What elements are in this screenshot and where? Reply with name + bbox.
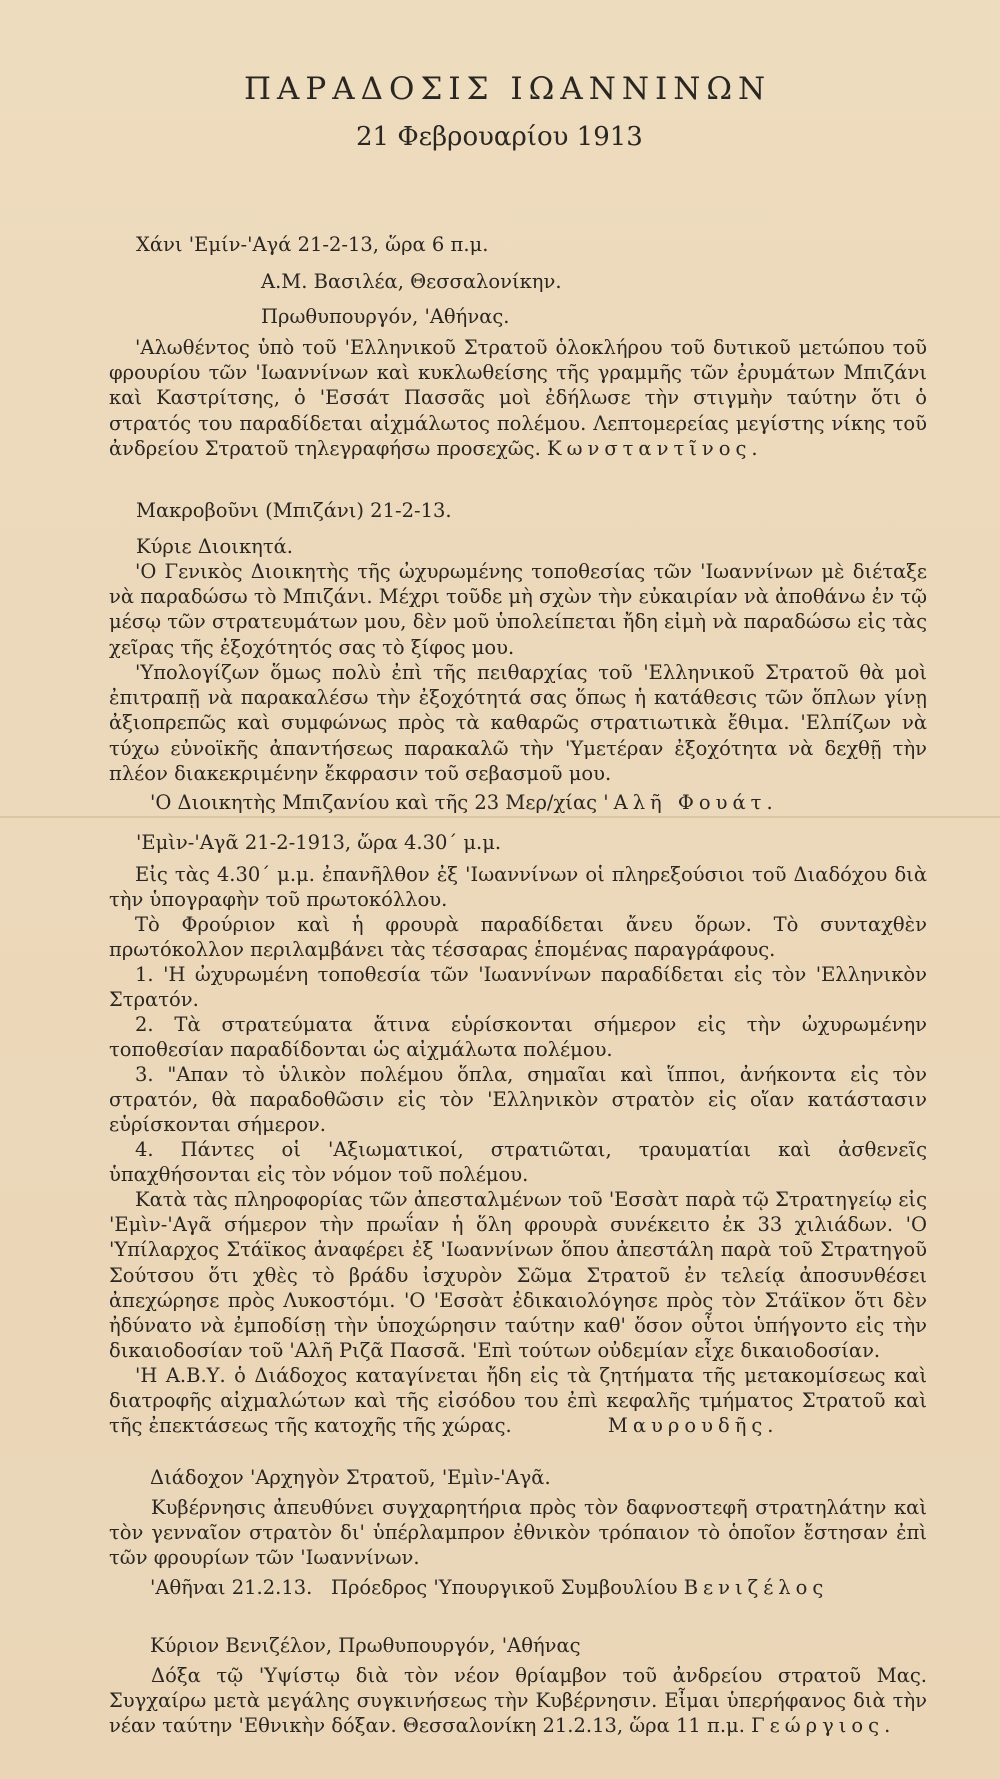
report-3-para-3: Κατὰ τὰς πληροφορίας τῶν ἀπεσταλμένων τοῦ 'Εσσὰτ παρὰ τῷ Στρατηγείῳ εἰς 'Εμὶν-'Αγᾶ σήμερον τὴν πρωΐαν ἡ ὅλη φρουρὰ συνέκειτο ἐκ 33 χιλιάδων. 'Ο 'Υπίλαρχος Στάϊκος ἀναφέρει ἐξ 'Ιωαννίνων ὅπου ἀπεστάλη παρὰ τοῦ Στρατηγοῦ Σούτσου ὅτι χθὲς τὸ βράδυ ἰσχυρὸν Σῶμα Στρατοῦ ἐν τελείᾳ ἀποσυνθέσει ἀπεχώρησε πρὸς Λυκοστόμι. 'Ο 'Εσσὰτ ἐδικαιολόγησε πρὸς τὸν Στάϊκον ὅτι δὲν ἠδύνατο νὰ ἐμποδίσῃ τὴν ὑποχώρησιν ταύτην καθ' ὅσον οὗτοι ὑπήγοντο εἰς τὴν δικαιοδοσίαν τοῦ 'Αλῆ Ριζᾶ Πασσᾶ. 'Επὶ τούτων οὐδεμίαν εἶχε δικαιοδοσίαν. xyxy=(109,1188,927,1363)
telegram-4-signature: Βενιζέλος xyxy=(683,1576,829,1599)
letter-2-signature-line: 'Ο Διοικητὴς Μπιζανίου καὶ τῆς 23 Μερ/χίας 'Αλῆ Φουάτ. xyxy=(150,791,778,814)
report-3-item-3: 3. "Απαν τὸ ὑλικὸν πολέμου ὅπλα, σημαῖαι καὶ ἵπποι, ἀνήκοντα εἰς τὸν στρατόν, θὰ παραδοθῶσιν εἰς τὸν 'Ελληνικὸν στρατὸν εἰς οἵαν κατάστασιν εὑρίσκονται σήμερον. xyxy=(109,1063,927,1137)
telegram-1-body: 'Αλωθέντος ὑπὸ τοῦ 'Ελληνικοῦ Στρατοῦ ὁλοκλήρου τοῦ δυτικοῦ μετώπου τοῦ φρουρίου τῶν 'Ιωαννίνων καὶ κυκλωθείσης τῆς γραμμῆς τῶν ἐρυμάτων Μπιζάνι καὶ Καστρίτσης, ὁ 'Εσσάτ Πασσᾶς μοὶ ἐδήλωσε τὴν στιγμὴν ταύτην ὅτι ὁ στρατός του παραδίδεται αἰχμάλωτος πολέμου. Λεπτομερείας μεγίστης νίκης τοῦ ἀνδρείου Στρατοῦ τηλεγραφήσω προσεχῶς. Κωνσταντῖνος. xyxy=(109,336,927,460)
telegram-5-body: Δόξα τῷ 'Υψίστῳ διὰ τὸν νέον θρίαμβον τοῦ ἀνδρείου στρατοῦ Μας. Συγχαίρω μετὰ μεγάλης συγκινήσεως τὴν Κυβέρνησιν. Εἶμαι ὑπερήφανος διὰ τὴν νέαν ταύτην 'Εθνικὴν δόξαν. Θεσσαλονίκη 21.2.13, ὥρα 11 π.μ. Γεώργιος. xyxy=(109,1664,927,1738)
letter-2-place: Μακροβοῦνι (Μπιζάνι) 21-2-13. xyxy=(136,499,452,522)
letter-2-salutation: Κύριε Διοικητά. xyxy=(136,535,293,558)
telegram-5-signature: Γεώργιος. xyxy=(751,1714,896,1738)
telegram-5-recipient: Κύριον Βενιζέλον, Πρωθυπουργόν, 'Αθήνας xyxy=(150,1634,581,1657)
report-3-para-2: Τὸ Φρούριον καὶ ἡ φρουρὰ παραδίδεται ἄνευ ὅρων. Τὸ συνταχθὲν πρωτόκολλον περιλαμβάνει τὰς τέσσαρας ἑπομένας παραγράφους. xyxy=(109,913,927,962)
document-date: 21 Φεβρουαρίου 1913 xyxy=(356,122,643,152)
telegram-4-recipient: Διάδοχον 'Αρχηγὸν Στρατοῦ, 'Εμὶν-'Αγᾶ. xyxy=(150,1466,551,1489)
telegram-1-recipient-pm: Πρωθυπουργόν, 'Αθήνας. xyxy=(261,305,510,328)
report-3-item-4: 4. Πάντες οἱ 'Αξιωματικοί, στρατιῶται, τραυματίαι καὶ ἀσθενεῖς ὑπαχθήσονται εἰς τὸν νόμον τοῦ πολέμου. xyxy=(109,1138,927,1187)
report-3-para-1: Εἰς τὰς 4.30΄ μ.μ. ἐπανῆλθον ἐξ 'Ιωαννίνων οἱ πληρεξούσιοι τοῦ Διαδόχου διὰ τὴν ὑπογραφὴν τοῦ πρωτοκόλλου. xyxy=(109,863,927,912)
telegram-1-recipient-king: Α.Μ. Βασιλέα, Θεσσαλονίκην. xyxy=(261,270,562,293)
report-3-item-2: 2. Τὰ στρατεύματα ἅτινα εὑρίσκονται σήμερον εἰς τὴν ὠχυρωμένην τοποθεσίαν παραδίδονται ὡς αἰχμάλωτα πολέμου. xyxy=(109,1013,927,1062)
letter-2-body-2: 'Υπολογίζων ὅμως πολὺ ἐπὶ τῆς πειθαρχίας τοῦ 'Ελληνικοῦ Στρατοῦ θὰ μοὶ ἐπιτραπῇ νὰ παρακαλέσω τὴν ἐξοχότητά σας ὅπως ἡ κατάθεσις τῶν ὅπλων γίνῃ ἀξιοπρεπῶς καὶ συμφώνως πρὸς τὰ καθαρῶς στρατιωτικὰ ἔθιμα. 'Ελπίζων νὰ τύχω εὐνοϊκῆς ἀπαντήσεως παρακαλῶ τὴν 'Υμετέραν ἐξοχότητα νὰ δεχθῇ τὴν πλέον διακεκριμένην ἔκφρασιν τοῦ σεβασμοῦ μου. xyxy=(109,661,927,785)
report-3-place: 'Εμὶν-'Αγᾶ 21-2-1913, ὥρα 4.30΄ μ.μ. xyxy=(136,831,502,854)
paper-fold-line xyxy=(0,816,1000,818)
report-3-item-1: 1. 'Η ὠχυρωμένη τοποθεσία τῶν 'Ιωαννίνων παραδίδεται εἰς τὸν 'Ελληνικὸν Στρατόν. xyxy=(109,963,927,1012)
report-3-para-4: 'Η Α.Β.Υ. ὁ Διάδοχος καταγίνεται ἤδη εἰς τὰ ζητήματα τῆς μετακομίσεως καὶ διατροφῆς αἰχμαλώτων καὶ τῆς εἰσόδου του ἐπὶ κεφαλῆς τμήματος Στρατοῦ καὶ τῆς ἐπεκτάσεως τῆς κατοχῆς τῆς χώρας. Μαυρουδῆς. xyxy=(109,1364,927,1438)
letter-2-body-1: 'Ο Γενικὸς Διοικητὴς τῆς ὠχυρωμένης τοποθεσίας τῶν 'Ιωαννίνων μὲ διέταξε νὰ παραδώσω τὸ Μπιζάνι. Μέχρι τοῦδε μὴ σχὼν τὴν εὐκαιρίαν νὰ ἀποθάνω ἐν τῷ μέσῳ τῶν στρατευμάτων μου, δὲν μοῦ ὑπολείπεται ἤδη εἰμὴ νὰ παραδώσω εἰς τὰς χεῖρας τῆς ἐξοχότητός σας τὸ ξίφος μου. xyxy=(109,560,927,659)
telegram-1-place: Χάνι 'Εμίν-'Αγά 21-2-13, ὥρα 6 π.μ. xyxy=(136,233,489,256)
telegram-4-signature-line: 'Αθῆναι 21.2.13. Πρόεδρος 'Υπουργικοῦ Συμβουλίου Βενιζέλος xyxy=(150,1576,829,1599)
letter-2-signature: 'Αλῆ Φουάτ. xyxy=(603,791,778,814)
telegram-4-body: Κυβέρνησις ἀπευθύνει συγχαρητήρια πρὸς τὸν δαφνοστεφῆ στρατηλάτην καὶ τὸν γενναῖον στρατὸν δι' ὑπέρλαμπρον ἐθνικὸν τρόπαιον τὸ ὁποῖον ἔστησαν ἐπὶ τῶν φρουρίων τῶν 'Ιωαννίνων. xyxy=(109,1496,927,1570)
report-3-signature: Μαυρουδῆς. xyxy=(607,1414,779,1438)
telegram-1-signature: Κωνσταντῖνος. xyxy=(547,436,763,460)
document-title: ΠΑΡΑΔΟΣΙΣ ΙΩΑΝΝΙΝΩΝ xyxy=(244,71,772,107)
